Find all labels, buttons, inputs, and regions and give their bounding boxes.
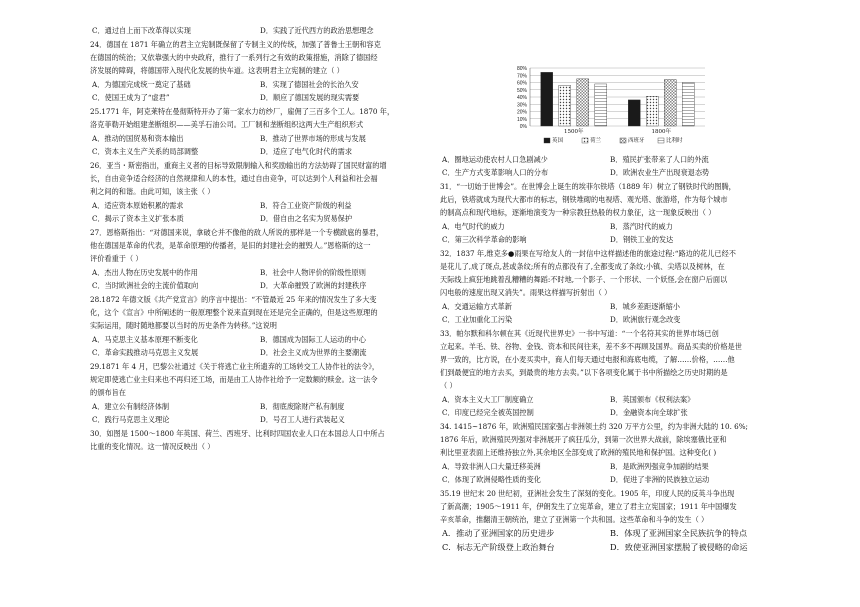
answer-option: B．德国成为国际工人运动的中心	[260, 335, 366, 344]
text-line: 1876 年后，欧洲殖民列强对非洲展开了疯狂瓜分，到第一次世界大战前，除埃塞俄比亚和	[440, 435, 727, 444]
text-line: 闪电般的速度出现又消失”。雨果这样描写折射出（ ）	[440, 288, 612, 297]
text-line: 28.1872 年德文版《共产党宣言》的序言中提出：“不管最近 25 年来的情况发生了多大变	[90, 295, 377, 304]
answer-option: C．工业加重化工污染	[442, 315, 513, 324]
answer-option: C．革命实践推动马克思主义发展	[92, 348, 199, 357]
answer-option: D．社会主义成为世界的主要潮流	[260, 348, 367, 357]
text-line: 35.19 世纪末 20 世纪初，亚洲社会发生了深刻的变化。1905 年，印度人民的反英斗争出现	[440, 489, 735, 498]
x-tick-label: 1800年	[651, 129, 671, 135]
agri-population-chart	[502, 62, 712, 150]
answer-option: A．推动了亚洲国家的历史进步	[442, 528, 555, 538]
legend-swatch	[544, 138, 550, 143]
answer-option: C．印度已经完全被英国控制	[442, 408, 534, 417]
text-line: 实际运用，随时随地都要以当时的历史条件为转移。”这说明	[90, 321, 277, 330]
x-tick-label: 1500年	[564, 129, 584, 135]
text-line: 24．德国在 1871 年确立的君主立宪制既保留了专制主义的传统，加强了普鲁士王朝和容克	[90, 40, 381, 49]
text-line: 33．帕尔默和科尔顿在其《近现代世界史》一书中写道：“一个名符其实的世界市场已创	[440, 329, 719, 338]
bar-solid	[628, 100, 640, 126]
answer-option: A．资本主义大工厂制度确立	[442, 395, 534, 404]
text-line: 济发展的障碍，将德国带入现代化发展的快车道。这表明君主立宪制的建立（ ）	[90, 66, 344, 75]
text-line: 利比里亚表面上还维持独立外,其余地区全部变成了欧洲的殖民地和保护国。这种变化( )	[440, 448, 717, 457]
y-tick-label: 70%	[516, 73, 527, 80]
answer-option: B．推动了世界市场的形成与发展	[260, 134, 366, 143]
answer-option: A．电气时代的威力	[442, 222, 505, 231]
legend-label: 比利时	[666, 138, 683, 144]
text-line: 长，自由竞争适合经济的自然规律和人的本性，通过自由竞争，可以达到个人利益和社会福	[90, 174, 378, 183]
bar-checker	[664, 80, 676, 126]
answer-option: B．符合工业资产阶级的利益	[260, 201, 352, 210]
y-tick-label: 40%	[516, 95, 527, 101]
answer-option: A．建立公有制经济体制	[92, 402, 170, 411]
bar-checker	[577, 79, 589, 126]
answer-option: A．马克思主义基本原理不断变化	[92, 335, 198, 344]
bar-dots	[559, 85, 571, 126]
answer-option: B．殖民扩张带来了人口的外流	[610, 155, 709, 164]
legend-swatch	[582, 138, 588, 143]
text-line: 是花儿了,成了斑点,甚或条纹;所有的点都没有了,全都变成了条纹;小镇、尖塔以及树林，在	[440, 262, 725, 271]
answer-option: D．欧洲旅行观念改变	[610, 315, 681, 324]
answer-option: B．实现了德国社会的长治久安	[260, 80, 359, 89]
text-line: 在德国的统治；又依靠强大的中央政府，推行了一系列行之有效的政策措施，消除了德国经	[90, 53, 378, 62]
answer-option: C．标志无产阶级登上政治舞台	[442, 542, 555, 552]
answer-option: C．生产方式变革影响人口的分布	[442, 168, 549, 177]
text-line: 31．“一切始于世博会”。在世博会上诞生的埃菲尔铁塔（1889 年）树立了钢铁时代的图腾，	[440, 182, 736, 191]
answer-option: D．实践了近代西方的政治思想理念	[260, 26, 374, 35]
answer-option: A．导致非洲人口大量迁移美洲	[442, 462, 541, 471]
y-tick-label: 10%	[516, 116, 527, 123]
chart-svg	[502, 62, 712, 150]
y-tick-label: 30%	[516, 102, 527, 109]
answer-option: A．杰出人物在历史发展中的作用	[92, 268, 198, 277]
answer-option: D．金融资本向全球扩张	[610, 408, 688, 417]
answer-option: A．交通运输方式革新	[442, 302, 512, 311]
answer-option: B．是欧洲列强竞争加剧的结果	[610, 462, 709, 471]
y-tick-label: 0%	[519, 124, 527, 130]
y-tick-label: 50%	[516, 87, 527, 94]
bar-solid	[541, 72, 553, 126]
answer-option: C．通过自上而下改革得以实现	[92, 26, 191, 35]
text-line: 了新高潮；1905～1911 年，伊朗发生了立宪革命，建立了君主立宪国家；1911 年中国爆发	[440, 502, 737, 511]
answer-option: C．资本主义生产关系的局部调整	[92, 147, 199, 156]
text-line: 规定即使逃亡业主归来也不再归还工场，而是由工人协作社给予一定数额的赎金。这一法令	[90, 375, 378, 384]
text-line: 26．亚当・斯密指出，重商主义者的目标导致限制输入和奖励输出的方法妨碍了国民财富的增	[90, 161, 387, 170]
text-line: 们到最便宜的地方去买，到最贵的地方去卖。”以下各项变化属于书中所描绘之历史时期的是	[440, 368, 728, 377]
answer-option: B．体现了亚洲国家全民族抗争的特点	[610, 528, 748, 538]
legend-swatch	[620, 138, 626, 143]
answer-option: D．欧洲农业生产出现衰退态势	[610, 168, 710, 177]
answer-option: D．借自由之名实为贸易保护	[260, 214, 353, 223]
answer-option: C．体现了欧洲侵略性质的变化	[442, 475, 541, 484]
answer-option: D．适应了电气化时代的需求	[260, 147, 353, 156]
y-tick-label: 20%	[516, 109, 527, 116]
answer-option: C．践行马克思主义理论	[92, 415, 170, 424]
bar-hatch	[595, 84, 607, 126]
text-line: 27．恩格斯指出：“对德国来说，拿破仑并不像他的敌人所说的那样是一个专横跋扈的暴君，	[90, 228, 384, 237]
text-line: 的颁布旨在	[90, 388, 126, 397]
text-line: 比重的变化情况。这一情况反映出（ ）	[90, 442, 215, 451]
text-line: 化，这个《宣言》中所阐述的一般原理整个说来直到现在还是完全正确的，但是这些原理的	[90, 308, 378, 317]
legend-label: 荷兰	[590, 138, 602, 144]
answer-option: B．蒸汽时代的威力	[610, 222, 673, 231]
text-line: 34. 1415~1876 年，欧洲殖民国家强占非洲领土约 320 万平方公里，约为非洲大陆的 10. 6%;	[440, 422, 748, 431]
answer-option: D．大革命摧毁了欧洲的封建秩序	[260, 281, 367, 290]
answer-option: B．英国颁布《权利法案》	[610, 395, 695, 404]
answer-option: C．当时欧洲社会的主流价值取向	[92, 281, 199, 290]
text-line: 辛亥革命，推翻清王朝统治，建立了亚洲第一个共和国。这些革命和斗争的发生（ ）	[440, 515, 709, 524]
y-tick-label: 60%	[516, 80, 527, 87]
y-tick-label: 80%	[516, 66, 527, 72]
answer-option: C．揭示了资本主义扩张本质	[92, 214, 184, 223]
text-line: 25.1771 年，阿克莱特在曼彻斯特开办了第一家水力纺纱厂，雇佣了三百多个工人。1870 年，	[90, 107, 395, 116]
legend-label: 英国	[552, 138, 564, 144]
answer-option: D．促进了非洲的民族独立运动	[610, 475, 710, 484]
text-line: 立起来。羊毛、铁、谷物、金钱、资本和民间往来，差不多不再顾及国界。商品买卖的价格是世	[440, 342, 742, 351]
text-line: 32．1837 年,维克多●雨果在写给友人的一封信中这样描述他的旅途过程:“路边的花儿已经不	[440, 249, 736, 258]
answer-option: D．顺应了德国发展的现实需要	[260, 93, 360, 102]
answer-option: D．号召工人进行武装起义	[260, 415, 345, 424]
answer-option: A．推动的国贸易和资本输出	[92, 134, 184, 143]
answer-option: B．彻底废除财产私有制度	[260, 402, 345, 411]
text-line: 洛克菲勒开始组建垄断组织——美孚石油公司。工厂制和垄断组织这两大生产组织形式	[90, 120, 364, 129]
answer-option: D．钢铁工业的发达	[610, 235, 674, 244]
legend-label: 西班牙	[628, 138, 645, 144]
bar-hatch	[682, 83, 694, 127]
text-line: 此后，铁塔就成为现代大都市的标志，钢铁堆砌的电视塔、观光塔、旅游塔，作为每个城市	[440, 195, 728, 204]
answer-option: A．圈地运动使农村人口急剧减少	[442, 155, 548, 164]
text-line: 的制高点和现代地标，逐渐地演变为一种宗教狂热般的权力象征，这一现象反映出（ ）	[440, 208, 716, 217]
text-line: 29.1871 年 4 月，巴黎公社通过《关于将逃亡业主所遗弃的工场转交工人协作社的法令》，	[90, 362, 380, 371]
text-line: 界一致的，比方说，在小麦买卖中，商人们每天通过电报和海底电缆，了解……价格，……他	[440, 355, 735, 364]
text-line: 评价看重于（ ）	[90, 254, 143, 263]
answer-option: D．致使亚洲国家摆脱了被侵略的命运	[610, 542, 748, 552]
answer-option: A．适应资本原始积累的需求	[92, 201, 184, 210]
text-line: 30．如图是 1500～1800 年英国、荷兰、西班牙、比利时四国农业人口在本国总人口中所占	[90, 429, 385, 438]
answer-option: B．社会中人物评价的阶级性原则	[260, 268, 366, 277]
answer-option: A．为德国完成统一奠定了基础	[92, 80, 191, 89]
answer-option: B．城乡差距逐渐缩小	[610, 302, 680, 311]
legend-swatch	[658, 138, 664, 143]
answer-option: C．使国王成为了“虚君”	[92, 93, 170, 102]
answer-option: C．第三次科学革命的影响	[442, 235, 527, 244]
text-line: （ ）	[440, 381, 457, 390]
text-line: 天际线上疯狂地跳着乱糟糟的舞蹈:不时地,一个影子、一个形状、一个妖怪,会在窗户后面以	[440, 275, 728, 284]
bar-dots	[646, 96, 658, 126]
text-line: 利之间的和谐。由此可知，该主张（ ）	[90, 187, 215, 196]
text-line: 他在德国是革命的代表，是革命原理的传播者，是旧的封建社会的摧毁人。”恩格斯的这一	[90, 241, 371, 250]
